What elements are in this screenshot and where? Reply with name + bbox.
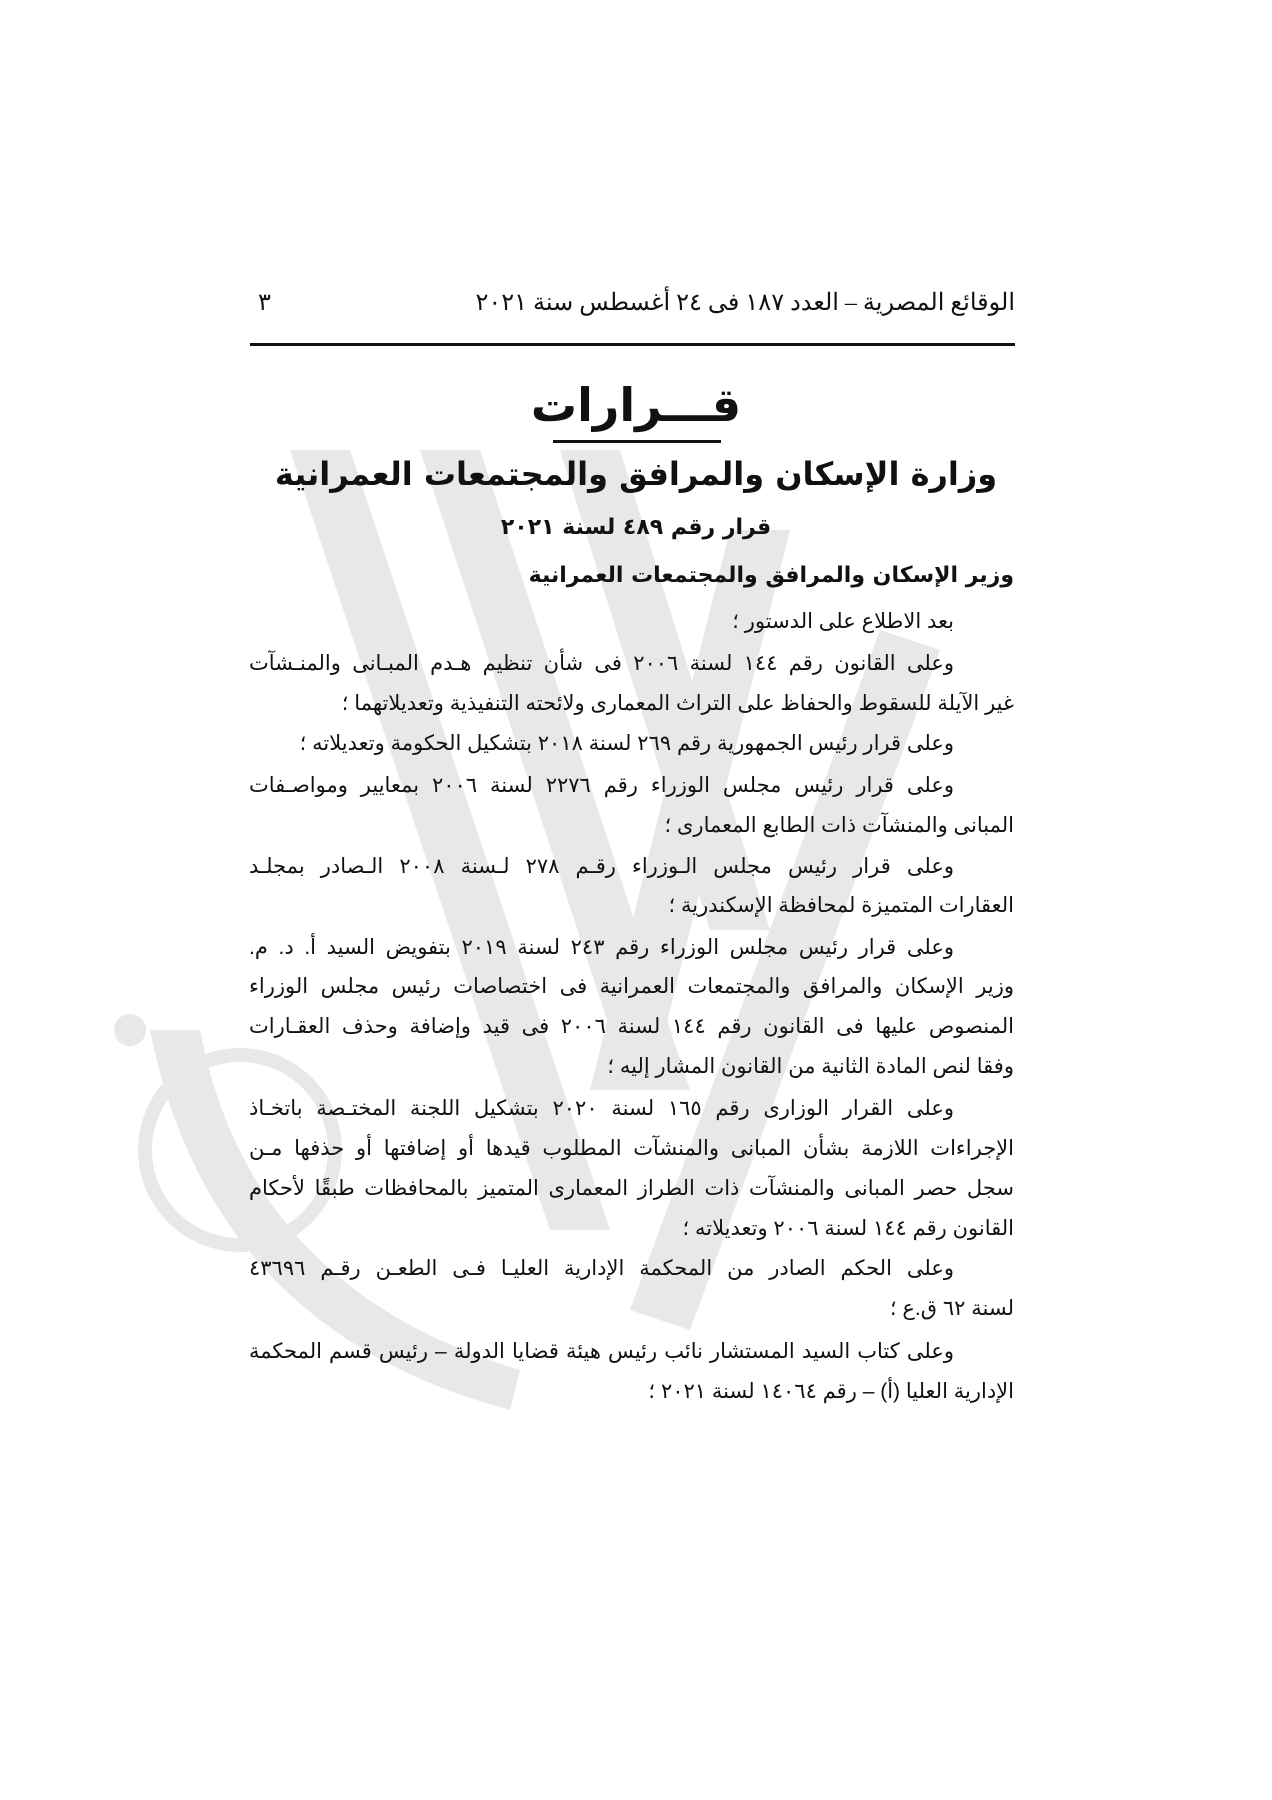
body-line: المبانى والمنشآت ذات الطابع المعمارى ؛ bbox=[664, 814, 1014, 837]
decision-number: قرار رقم ٤٨٩ لسنة ٢٠٢١ bbox=[500, 515, 772, 540]
body-line: وعلى القرار الوزارى رقم ١٦٥ لسنة ٢٠٢٠ بتشكيل اللجنة المختـصة باتخـاذ bbox=[249, 1097, 954, 1120]
ministry-heading: وزارة الإسكان والمرافق والمجتمعات العمرانية bbox=[274, 455, 998, 493]
header-rule bbox=[250, 343, 1015, 346]
body-line: غير الآيلة للسقوط والحفاظ على التراث المعمارى ولائحته التنفيذية وتعديلاتهما ؛ bbox=[341, 692, 1014, 715]
body-line: القانون رقم ١٤٤ لسنة ٢٠٠٦ وتعديلاته ؛ bbox=[682, 1217, 1014, 1240]
body-line: المنصوص عليها فى القانون رقم ١٤٤ لسنة ٢٠٠٦ فى قيد وإضافة وحذف العقـارات bbox=[249, 1015, 1014, 1038]
page-number: ٣ bbox=[258, 290, 271, 316]
body-line: بعد الاطلاع على الدستور ؛ bbox=[732, 610, 954, 633]
body-line: الإدارية العليا (أ) – رقم ١٤٠٦٤ لسنة ٢٠٢١ ؛ bbox=[648, 1380, 1014, 1403]
body-line: وعلى قرار رئيس مجلس الـوزراء رقـم ٢٧٨ لـسنة ٢٠٠٨ الـصادر بمجلـد bbox=[249, 855, 954, 878]
body-line: العقارات المتميزة لمحافظة الإسكندرية ؛ bbox=[668, 894, 1014, 917]
header-title: الوقائع المصرية – العدد ١٨٧ فى ٢٤ أغسطس سنة ٢٠٢١ bbox=[475, 290, 1015, 316]
body-line: لسنة ٦٢ ق.ع ؛ bbox=[889, 1297, 1014, 1320]
title-underline bbox=[553, 440, 721, 443]
body-line: وعلى قرار رئيس مجلس الوزراء رقم ٢٤٣ لسنة ٢٠١٩ بتفويض السيد أ. د. م. bbox=[249, 936, 954, 959]
body-line: وعلى قرار رئيس مجلس الوزراء رقم ٢٢٧٦ لسنة ٢٠٠٦ بمعايير ومواصـفات bbox=[249, 774, 954, 797]
body-line: وعلى قرار رئيس الجمهورية رقم ٢٦٩ لسنة ٢٠١٨ بتشكيل الحكومة وتعديلاته ؛ bbox=[299, 732, 954, 755]
body-line: وزير الإسكان والمرافق والمجتمعات العمرانية فى اختصاصات رئيس مجلس الوزراء bbox=[249, 975, 1014, 998]
section-title: قـــرارات bbox=[530, 378, 742, 432]
body-line: وعلى كتاب السيد المستشار نائب رئيس هيئة قضايا الدولة – رئيس قسم المحكمة bbox=[249, 1340, 954, 1363]
body-line: وعلى الحكم الصادر من المحكمة الإدارية العليـا فـى الطعـن رقـم ٤٣٦٩٦ bbox=[249, 1257, 954, 1280]
body-line: سجل حصر المبانى والمنشآت ذات الطراز المعمارى المتميز بالمحافظات طبقًا لأحكام bbox=[249, 1177, 1014, 1200]
issuer-heading: وزير الإسكان والمرافق والمجتمعات العمرانية bbox=[528, 563, 1014, 588]
body-line: وفقا لنص المادة الثانية من القانون المشار إليه ؛ bbox=[607, 1055, 1014, 1078]
body-line: الإجراءات اللازمة بشأن المبانى والمنشآت المطلوب قيدها أو إضافتها أو حذفها مـن bbox=[249, 1137, 1014, 1160]
body-line: وعلى القانون رقم ١٤٤ لسنة ٢٠٠٦ فى شأن تنظيم هـدم المبـانى والمنـشآت bbox=[249, 652, 955, 675]
running-header bbox=[250, 288, 1015, 324]
